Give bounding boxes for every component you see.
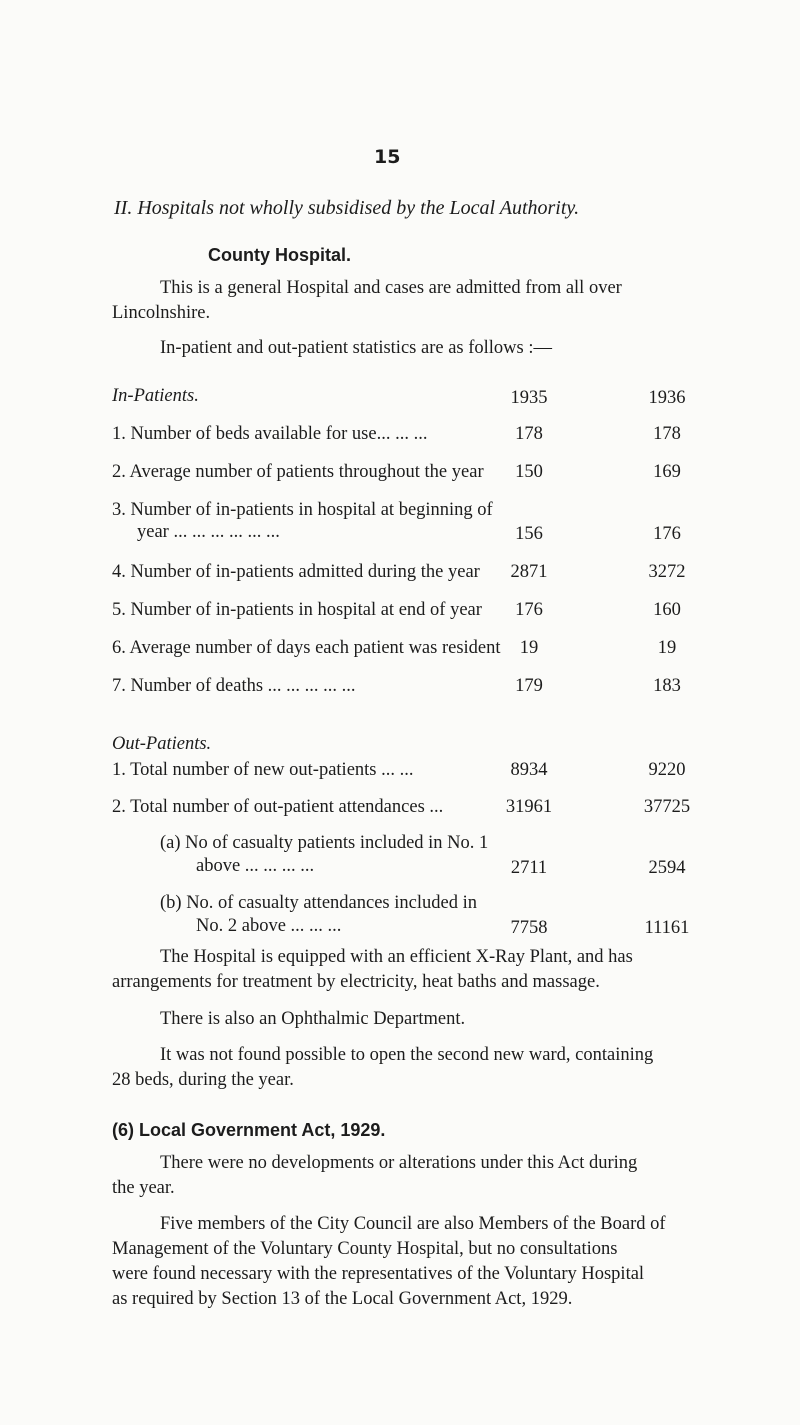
table-cell-1936: 176 <box>653 524 681 544</box>
year-1936-header: 1936 <box>648 388 686 408</box>
table-row-label: 1. Total number of new out-patients ... ... <box>112 760 414 780</box>
table-cell-1935: 178 <box>515 424 543 444</box>
table-cell-1935: 156 <box>515 524 543 544</box>
page-number: 15 <box>374 146 401 168</box>
table-row-label: 4. Number of in-patients admitted during the year <box>112 562 480 582</box>
table-cell-1936: 178 <box>653 424 681 444</box>
year-1935-header: 1935 <box>510 388 548 408</box>
table-cell-1936: 37725 <box>643 797 691 817</box>
ward-line-2: 28 beds, during the year. <box>112 1070 294 1090</box>
table-cell-1935: 7758 <box>510 918 548 938</box>
lga-para-2-line-3: were found necessary with the representatives of the Voluntary Hospital <box>112 1264 645 1284</box>
table-cell-1936: 19 <box>657 638 677 658</box>
table-cell-1935: 2871 <box>510 562 548 582</box>
table-cell-1936: 169 <box>653 462 681 482</box>
table-cell-1935: 179 <box>515 676 543 696</box>
xray-para-line-1: The Hospital is equipped with an efficient X-Ray Plant, and has <box>160 947 633 967</box>
table-row-label: 2. Total number of out-patient attendances ... <box>112 797 444 817</box>
lga-title: (6) Local Government Act, 1929. <box>112 1120 386 1140</box>
table-row-label: (a) No of casualty patients included in No. 1 <box>160 833 489 853</box>
table-cell-1935: 176 <box>515 600 543 620</box>
table-cell-1936: 9220 <box>648 760 686 780</box>
ward-line-1: It was not found possible to open the second new ward, containing <box>160 1045 654 1065</box>
lga-para-1-line-1: There were no developments or alterations under this Act during <box>160 1153 638 1173</box>
lga-para-2-line-2: Management of the Voluntary County Hospital, but no consultations <box>112 1239 618 1259</box>
table-row-label: 1. Number of beds available for use... ... ... <box>112 424 428 444</box>
table-row-label: (b) No. of casualty attendances included in <box>160 893 477 913</box>
intro-line-1: This is a general Hospital and cases are admitted from all over <box>160 278 622 298</box>
section-heading: II. Hospitals not wholly subsidised by the Local Authority. <box>114 197 580 219</box>
table-row-label: 7. Number of deaths ... ... ... ... ... <box>112 676 356 696</box>
table-row-label: 3. Number of in-patients in hospital at beginning of <box>112 500 493 520</box>
table-cell-1936: 160 <box>653 600 681 620</box>
table-row-label: 5. Number of in-patients in hospital at end of year <box>112 600 482 620</box>
table-cell-1935: 19 <box>519 638 539 658</box>
table-row-label-continued: above ... ... ... ... <box>196 856 315 876</box>
lga-para-2-line-4: as required by Section 13 of the Local Government Act, 1929. <box>112 1289 573 1309</box>
table-cell-1936: 11161 <box>644 918 690 938</box>
table-cell-1936: 183 <box>653 676 681 696</box>
intro-line-2: Lincolnshire. <box>112 303 211 323</box>
in-patients-label: In-Patients. <box>112 386 199 406</box>
table-cell-1935: 2711 <box>510 858 548 878</box>
ophthalmic-note: There is also an Ophthalmic Department. <box>160 1009 466 1029</box>
lga-para-2-line-1: Five members of the City Council are also Members of the Board of <box>160 1214 666 1234</box>
table-row-label-continued: No. 2 above ... ... ... <box>196 916 342 936</box>
county-hospital-title: County Hospital. <box>208 245 351 265</box>
table-row-label: 2. Average number of patients throughout the year <box>112 462 484 482</box>
table-cell-1936: 2594 <box>648 858 686 878</box>
table-cell-1935: 8934 <box>510 760 548 780</box>
table-cell-1935: 31961 <box>505 797 553 817</box>
table-row-label: 6. Average number of days each patient was resident <box>112 638 501 658</box>
table-cell-1935: 150 <box>515 462 543 482</box>
stats-intro: In-patient and out-patient statistics are as follows :— <box>160 338 552 358</box>
table-row-label-continued: year ... ... ... ... ... ... <box>137 522 280 542</box>
lga-para-1-line-2: the year. <box>112 1178 175 1198</box>
out-patients-label: Out-Patients. <box>112 734 212 754</box>
table-cell-1936: 3272 <box>648 562 686 582</box>
xray-para-line-2: arrangements for treatment by electricity, heat baths and massage. <box>112 972 600 992</box>
